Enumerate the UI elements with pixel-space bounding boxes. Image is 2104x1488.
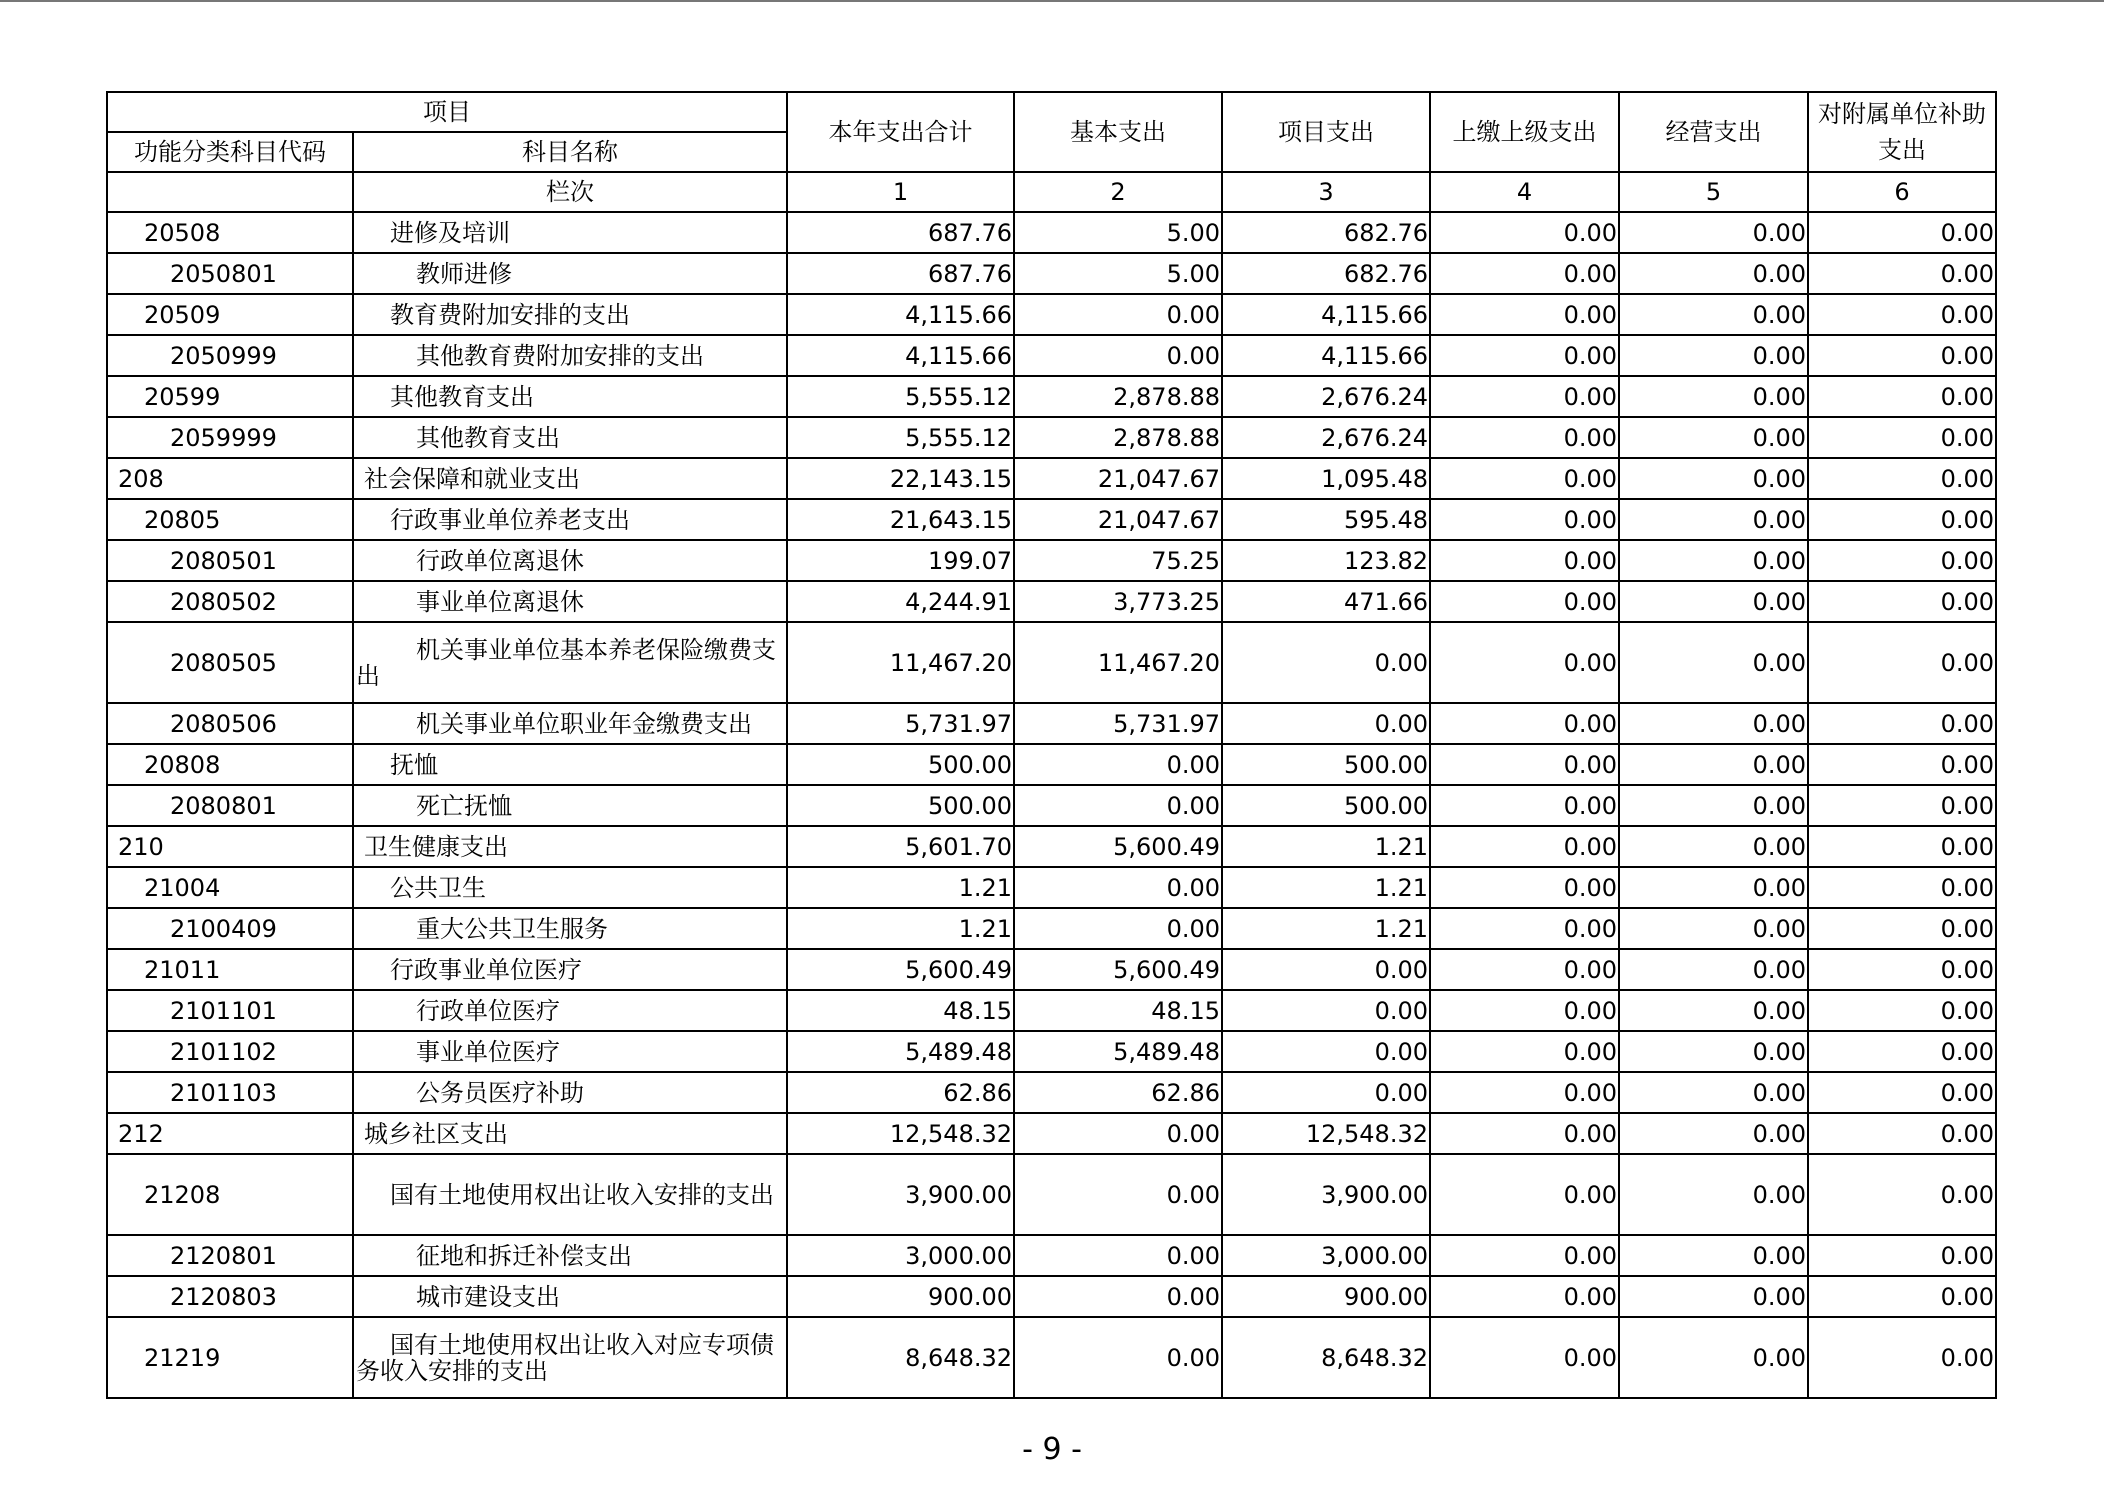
row-value-col-1: 12,548.32 <box>787 1113 1014 1154</box>
row-value-col-5: 0.00 <box>1619 1072 1808 1113</box>
row-value-col-2: 0.00 <box>1014 785 1222 826</box>
row-value-col-2: 21,047.67 <box>1014 458 1222 499</box>
header-row-label: 栏次 <box>353 172 787 212</box>
row-value-col-2: 0.00 <box>1014 1235 1222 1276</box>
row-name: 公务员医疗补助 <box>353 1072 787 1113</box>
row-name: 教师进修 <box>353 253 787 294</box>
header-code: 功能分类科目代码 <box>107 132 353 172</box>
row-value-col-3: 900.00 <box>1222 1276 1430 1317</box>
table-row <box>107 417 1996 458</box>
row-value-col-6: 0.00 <box>1808 294 1996 335</box>
row-value-col-5: 0.00 <box>1619 253 1808 294</box>
header-name: 科目名称 <box>353 132 787 172</box>
row-value-col-6: 0.00 <box>1808 908 1996 949</box>
table-row <box>107 990 1996 1031</box>
row-value-col-5: 0.00 <box>1619 581 1808 622</box>
row-value-col-5: 0.00 <box>1619 703 1808 744</box>
row-value-col-4: 0.00 <box>1430 1031 1619 1072</box>
row-value-col-1: 5,731.97 <box>787 703 1014 744</box>
table-row <box>107 785 1996 826</box>
page-top-rule <box>0 0 2104 2</box>
row-value-col-3: 595.48 <box>1222 499 1430 540</box>
row-value-col-3: 500.00 <box>1222 744 1430 785</box>
row-value-col-2: 0.00 <box>1014 867 1222 908</box>
row-value-col-2: 0.00 <box>1014 1276 1222 1317</box>
row-value-col-6: 0.00 <box>1808 703 1996 744</box>
row-value-col-1: 199.07 <box>787 540 1014 581</box>
row-name: 社会保障和就业支出 <box>353 458 787 499</box>
row-value-col-6: 0.00 <box>1808 785 1996 826</box>
row-value-col-6: 0.00 <box>1808 1031 1996 1072</box>
row-value-col-1: 3,000.00 <box>787 1235 1014 1276</box>
row-value-col-1: 5,489.48 <box>787 1031 1014 1072</box>
row-name: 进修及培训 <box>353 212 787 253</box>
row-value-col-5: 0.00 <box>1619 1317 1808 1398</box>
row-code: 2120803 <box>107 1276 353 1317</box>
row-value-col-6: 0.00 <box>1808 826 1996 867</box>
row-value-col-6: 0.00 <box>1808 867 1996 908</box>
row-value-col-2: 5,600.49 <box>1014 826 1222 867</box>
row-value-col-4: 0.00 <box>1430 908 1619 949</box>
header-col-6: 对附属单位补助支出 <box>1808 92 1996 172</box>
row-value-col-2: 0.00 <box>1014 744 1222 785</box>
row-value-col-3: 682.76 <box>1222 253 1430 294</box>
row-value-col-2: 5,731.97 <box>1014 703 1222 744</box>
row-value-col-1: 1.21 <box>787 867 1014 908</box>
row-value-col-2: 0.00 <box>1014 1113 1222 1154</box>
header-col-number-3: 3 <box>1222 172 1430 212</box>
row-value-col-6: 0.00 <box>1808 990 1996 1031</box>
row-value-col-3: 8,648.32 <box>1222 1317 1430 1398</box>
row-value-col-6: 0.00 <box>1808 417 1996 458</box>
row-name: 国有土地使用权出让收入对应专项债务收入安排的支出 <box>353 1317 787 1398</box>
row-value-col-4: 0.00 <box>1430 867 1619 908</box>
row-value-col-4: 0.00 <box>1430 294 1619 335</box>
row-value-col-4: 0.00 <box>1430 1276 1619 1317</box>
row-value-col-5: 0.00 <box>1619 1031 1808 1072</box>
row-value-col-3: 0.00 <box>1222 949 1430 990</box>
table-body <box>107 212 1996 1398</box>
row-value-col-2: 48.15 <box>1014 990 1222 1031</box>
header-col-2: 基本支出 <box>1014 92 1222 172</box>
table-row <box>107 335 1996 376</box>
row-value-col-4: 0.00 <box>1430 703 1619 744</box>
row-name: 卫生健康支出 <box>353 826 787 867</box>
table-row <box>107 499 1996 540</box>
row-value-col-4: 0.00 <box>1430 1235 1619 1276</box>
row-value-col-5: 0.00 <box>1619 335 1808 376</box>
row-value-col-2: 0.00 <box>1014 1317 1222 1398</box>
row-value-col-1: 900.00 <box>787 1276 1014 1317</box>
row-code: 2080502 <box>107 581 353 622</box>
row-value-col-5: 0.00 <box>1619 376 1808 417</box>
table-row <box>107 908 1996 949</box>
row-name: 公共卫生 <box>353 867 787 908</box>
row-value-col-2: 0.00 <box>1014 335 1222 376</box>
row-value-col-2: 5.00 <box>1014 253 1222 294</box>
row-value-col-4: 0.00 <box>1430 417 1619 458</box>
row-name: 行政事业单位医疗 <box>353 949 787 990</box>
table-row <box>107 212 1996 253</box>
row-value-col-2: 3,773.25 <box>1014 581 1222 622</box>
row-value-col-3: 0.00 <box>1222 1031 1430 1072</box>
table-row <box>107 826 1996 867</box>
row-code: 208 <box>107 458 353 499</box>
row-value-col-1: 687.76 <box>787 253 1014 294</box>
row-value-col-1: 500.00 <box>787 785 1014 826</box>
row-value-col-6: 0.00 <box>1808 1276 1996 1317</box>
table-row <box>107 1113 1996 1154</box>
row-value-col-4: 0.00 <box>1430 212 1619 253</box>
header-col-number-6: 6 <box>1808 172 1996 212</box>
row-code: 2059999 <box>107 417 353 458</box>
table-row <box>107 376 1996 417</box>
row-value-col-1: 5,555.12 <box>787 417 1014 458</box>
row-value-col-3: 471.66 <box>1222 581 1430 622</box>
row-value-col-4: 0.00 <box>1430 458 1619 499</box>
row-value-col-2: 0.00 <box>1014 294 1222 335</box>
row-value-col-1: 48.15 <box>787 990 1014 1031</box>
row-value-col-4: 0.00 <box>1430 949 1619 990</box>
table-row <box>107 1317 1996 1398</box>
row-value-col-3: 1,095.48 <box>1222 458 1430 499</box>
row-code: 212 <box>107 1113 353 1154</box>
table-row <box>107 253 1996 294</box>
row-value-col-3: 123.82 <box>1222 540 1430 581</box>
table-row <box>107 294 1996 335</box>
row-value-col-1: 687.76 <box>787 212 1014 253</box>
row-code: 20805 <box>107 499 353 540</box>
row-value-col-5: 0.00 <box>1619 212 1808 253</box>
row-value-col-6: 0.00 <box>1808 253 1996 294</box>
table-row <box>107 1276 1996 1317</box>
row-name: 事业单位医疗 <box>353 1031 787 1072</box>
row-value-col-2: 11,467.20 <box>1014 622 1222 703</box>
row-value-col-3: 1.21 <box>1222 826 1430 867</box>
row-value-col-2: 2,878.88 <box>1014 376 1222 417</box>
row-value-col-1: 11,467.20 <box>787 622 1014 703</box>
row-name: 行政事业单位养老支出 <box>353 499 787 540</box>
row-value-col-1: 4,115.66 <box>787 335 1014 376</box>
row-value-col-3: 0.00 <box>1222 622 1430 703</box>
row-value-col-4: 0.00 <box>1430 253 1619 294</box>
row-value-col-5: 0.00 <box>1619 1154 1808 1235</box>
row-value-col-1: 21,643.15 <box>787 499 1014 540</box>
row-name: 机关事业单位职业年金缴费支出 <box>353 703 787 744</box>
row-code: 2050999 <box>107 335 353 376</box>
row-value-col-1: 5,600.49 <box>787 949 1014 990</box>
row-code: 2080505 <box>107 622 353 703</box>
row-value-col-6: 0.00 <box>1808 1235 1996 1276</box>
row-value-col-3: 4,115.66 <box>1222 335 1430 376</box>
row-value-col-3: 1.21 <box>1222 867 1430 908</box>
row-name: 教育费附加安排的支出 <box>353 294 787 335</box>
row-name: 城乡社区支出 <box>353 1113 787 1154</box>
row-value-col-4: 0.00 <box>1430 622 1619 703</box>
row-value-col-1: 5,601.70 <box>787 826 1014 867</box>
header-col-number-4: 4 <box>1430 172 1619 212</box>
table-row <box>107 867 1996 908</box>
table-header <box>107 92 1996 212</box>
row-value-col-5: 0.00 <box>1619 622 1808 703</box>
row-value-col-2: 2,878.88 <box>1014 417 1222 458</box>
row-value-col-4: 0.00 <box>1430 1113 1619 1154</box>
row-name: 城市建设支出 <box>353 1276 787 1317</box>
header-blank-cell <box>107 172 353 212</box>
row-value-col-3: 0.00 <box>1222 1072 1430 1113</box>
row-code: 21011 <box>107 949 353 990</box>
row-value-col-6: 0.00 <box>1808 212 1996 253</box>
row-name: 行政单位离退休 <box>353 540 787 581</box>
row-value-col-3: 12,548.32 <box>1222 1113 1430 1154</box>
row-value-col-2: 0.00 <box>1014 1154 1222 1235</box>
row-value-col-4: 0.00 <box>1430 785 1619 826</box>
row-name: 死亡抚恤 <box>353 785 787 826</box>
row-value-col-3: 682.76 <box>1222 212 1430 253</box>
table-row <box>107 1031 1996 1072</box>
header-col-4: 上缴上级支出 <box>1430 92 1619 172</box>
row-value-col-6: 0.00 <box>1808 376 1996 417</box>
row-code: 2080501 <box>107 540 353 581</box>
row-value-col-3: 500.00 <box>1222 785 1430 826</box>
row-value-col-1: 5,555.12 <box>787 376 1014 417</box>
row-value-col-4: 0.00 <box>1430 990 1619 1031</box>
row-value-col-6: 0.00 <box>1808 949 1996 990</box>
table-row <box>107 703 1996 744</box>
row-name: 征地和拆迁补偿支出 <box>353 1235 787 1276</box>
header-col-number-5: 5 <box>1619 172 1808 212</box>
row-value-col-5: 0.00 <box>1619 294 1808 335</box>
row-name: 机关事业单位基本养老保险缴费支出 <box>353 622 787 703</box>
row-value-col-1: 500.00 <box>787 744 1014 785</box>
row-value-col-6: 0.00 <box>1808 744 1996 785</box>
row-value-col-6: 0.00 <box>1808 581 1996 622</box>
table-row <box>107 581 1996 622</box>
row-value-col-3: 3,900.00 <box>1222 1154 1430 1235</box>
row-value-col-6: 0.00 <box>1808 622 1996 703</box>
header-item: 项目 <box>107 92 787 132</box>
row-value-col-4: 0.00 <box>1430 540 1619 581</box>
row-value-col-6: 0.00 <box>1808 540 1996 581</box>
row-value-col-1: 4,115.66 <box>787 294 1014 335</box>
header-col-number-1: 1 <box>787 172 1014 212</box>
row-value-col-1: 4,244.91 <box>787 581 1014 622</box>
row-value-col-5: 0.00 <box>1619 458 1808 499</box>
table-row <box>107 622 1996 703</box>
row-code: 2120801 <box>107 1235 353 1276</box>
row-value-col-2: 21,047.67 <box>1014 499 1222 540</box>
row-value-col-2: 5,489.48 <box>1014 1031 1222 1072</box>
table-row <box>107 1235 1996 1276</box>
header-col-5: 经营支出 <box>1619 92 1808 172</box>
row-name: 其他教育费附加安排的支出 <box>353 335 787 376</box>
row-value-col-6: 0.00 <box>1808 458 1996 499</box>
row-value-col-5: 0.00 <box>1619 949 1808 990</box>
row-value-col-6: 0.00 <box>1808 335 1996 376</box>
row-value-col-6: 0.00 <box>1808 1317 1996 1398</box>
row-code: 2050801 <box>107 253 353 294</box>
page-number: - 9 - <box>1022 1432 1082 1467</box>
row-name: 国有土地使用权出让收入安排的支出 <box>353 1154 787 1235</box>
row-value-col-2: 0.00 <box>1014 908 1222 949</box>
row-value-col-5: 0.00 <box>1619 744 1808 785</box>
row-value-col-5: 0.00 <box>1619 826 1808 867</box>
row-value-col-5: 0.00 <box>1619 908 1808 949</box>
header-col-1: 本年支出合计 <box>787 92 1014 172</box>
row-value-col-5: 0.00 <box>1619 1113 1808 1154</box>
row-code: 2101103 <box>107 1072 353 1113</box>
row-code: 2101101 <box>107 990 353 1031</box>
row-value-col-2: 5,600.49 <box>1014 949 1222 990</box>
row-value-col-2: 62.86 <box>1014 1072 1222 1113</box>
row-code: 2101102 <box>107 1031 353 1072</box>
table-row <box>107 540 1996 581</box>
row-value-col-1: 22,143.15 <box>787 458 1014 499</box>
row-value-col-5: 0.00 <box>1619 785 1808 826</box>
row-value-col-5: 0.00 <box>1619 990 1808 1031</box>
table-row <box>107 458 1996 499</box>
row-name: 其他教育支出 <box>353 417 787 458</box>
row-value-col-2: 5.00 <box>1014 212 1222 253</box>
row-code: 2080506 <box>107 703 353 744</box>
row-value-col-4: 0.00 <box>1430 376 1619 417</box>
row-value-col-4: 0.00 <box>1430 499 1619 540</box>
expenditure-table-sheet <box>106 91 1995 1399</box>
row-value-col-4: 0.00 <box>1430 1154 1619 1235</box>
expenditure-table <box>106 91 1997 1399</box>
row-name: 抚恤 <box>353 744 787 785</box>
row-value-col-1: 8,648.32 <box>787 1317 1014 1398</box>
row-value-col-3: 4,115.66 <box>1222 294 1430 335</box>
row-value-col-3: 1.21 <box>1222 908 1430 949</box>
row-code: 2100409 <box>107 908 353 949</box>
row-value-col-6: 0.00 <box>1808 499 1996 540</box>
row-code: 21219 <box>107 1317 353 1398</box>
row-value-col-3: 0.00 <box>1222 703 1430 744</box>
row-value-col-5: 0.00 <box>1619 499 1808 540</box>
row-value-col-4: 0.00 <box>1430 335 1619 376</box>
row-value-col-4: 0.00 <box>1430 1072 1619 1113</box>
row-code: 20509 <box>107 294 353 335</box>
row-value-col-6: 0.00 <box>1808 1154 1996 1235</box>
table-row <box>107 1154 1996 1235</box>
row-name: 重大公共卫生服务 <box>353 908 787 949</box>
row-value-col-4: 0.00 <box>1430 1317 1619 1398</box>
row-value-col-4: 0.00 <box>1430 581 1619 622</box>
header-col-3: 项目支出 <box>1222 92 1430 172</box>
row-value-col-1: 3,900.00 <box>787 1154 1014 1235</box>
row-value-col-1: 1.21 <box>787 908 1014 949</box>
row-value-col-5: 0.00 <box>1619 1276 1808 1317</box>
row-code: 20599 <box>107 376 353 417</box>
row-value-col-1: 62.86 <box>787 1072 1014 1113</box>
row-code: 2080801 <box>107 785 353 826</box>
row-value-col-5: 0.00 <box>1619 867 1808 908</box>
row-code: 20508 <box>107 212 353 253</box>
row-code: 21004 <box>107 867 353 908</box>
header-col-number-2: 2 <box>1014 172 1222 212</box>
row-value-col-4: 0.00 <box>1430 826 1619 867</box>
row-value-col-3: 2,676.24 <box>1222 376 1430 417</box>
row-value-col-2: 75.25 <box>1014 540 1222 581</box>
row-code: 21208 <box>107 1154 353 1235</box>
row-value-col-6: 0.00 <box>1808 1113 1996 1154</box>
row-value-col-6: 0.00 <box>1808 1072 1996 1113</box>
row-value-col-3: 2,676.24 <box>1222 417 1430 458</box>
table-row <box>107 1072 1996 1113</box>
table-row <box>107 949 1996 990</box>
row-code: 20808 <box>107 744 353 785</box>
row-name: 其他教育支出 <box>353 376 787 417</box>
row-value-col-3: 3,000.00 <box>1222 1235 1430 1276</box>
row-value-col-3: 0.00 <box>1222 990 1430 1031</box>
row-value-col-5: 0.00 <box>1619 540 1808 581</box>
row-value-col-4: 0.00 <box>1430 744 1619 785</box>
row-value-col-5: 0.00 <box>1619 1235 1808 1276</box>
table-row <box>107 744 1996 785</box>
row-name: 行政单位医疗 <box>353 990 787 1031</box>
row-name: 事业单位离退休 <box>353 581 787 622</box>
row-value-col-5: 0.00 <box>1619 417 1808 458</box>
row-code: 210 <box>107 826 353 867</box>
